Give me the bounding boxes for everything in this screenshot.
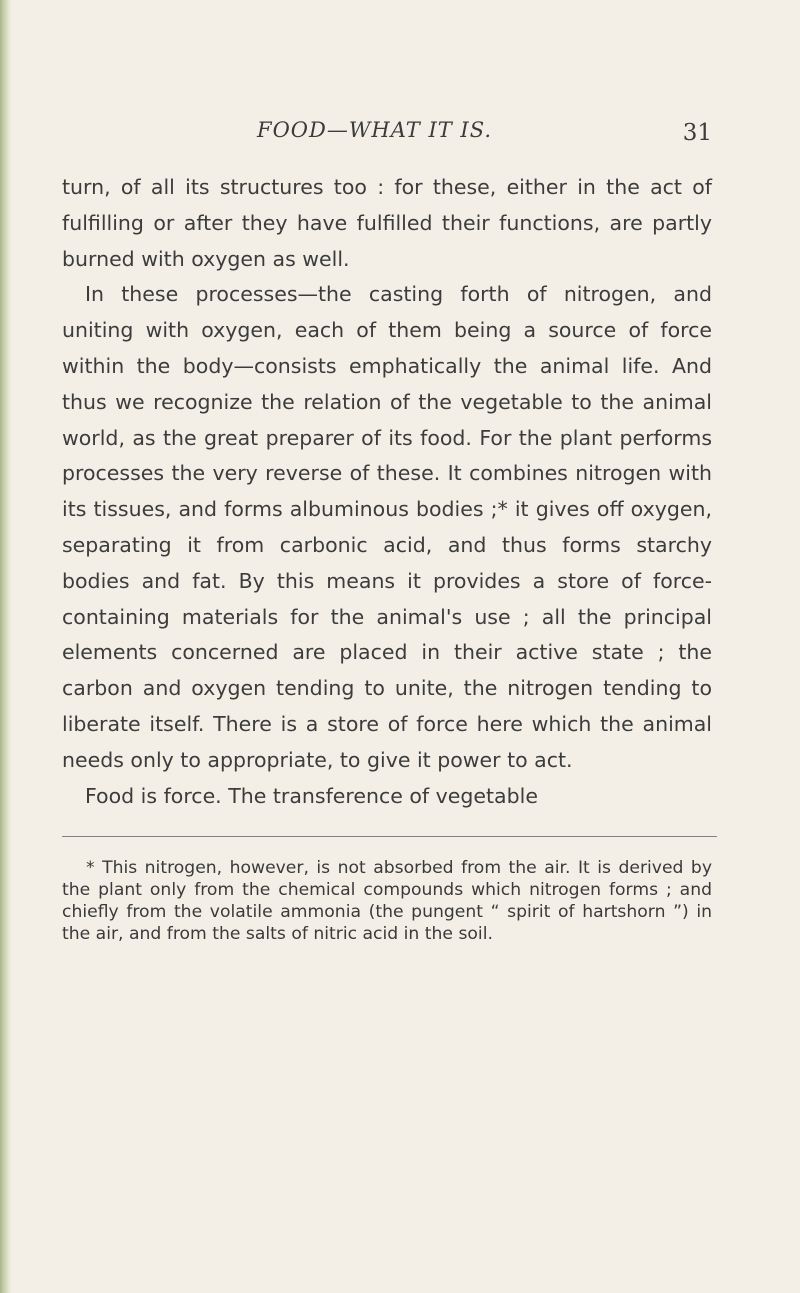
paragraph: In these processes—the casting forth of nitrogen, and uniting with oxygen, each of them being a source of force within the body—consists emphatically the animal life. And thus we recognize the relation of the vegetable to the animal world, as the great preparer of its food. For the plant performs processes the very reverse of these. It combines nitrogen with its tissues, and forms albuminous bodies ;* it gives off oxygen, separating it from carbonic acid, and thus forms starchy bodies and fat. By this means it provides a store of force-containing materials for the animal's use ; all the principal elements concerned are placed in their active state ; the carbon and oxygen tending to unite, the nitrogen tending to liberate itself. There is a store of force here which the animal needs only to appropriate, to give it power to act. [62,282,712,772]
footnote-rule [62,836,717,837]
running-head [62,118,712,158]
page-number: 31 [682,120,712,146]
paragraph: Food is force. The transference of vegetable [85,783,538,808]
body-text [62,170,712,814]
paragraph: turn, of all its structures too : for these, either in the act of fulfilling or after they have fulfilled their functions, are partly burned with oxygen as well. [62,175,712,271]
running-title: FOOD—WHAT IT IS. [257,118,493,142]
footnote: * This nitrogen, however, is not absorbed from the air. It is derived by the plant only from the chemical compounds which nitrogen forms ; and chiefly from the volatile ammonia (the pungent “ spirit of hartshorn ”) in the air, and from the salts of nitric acid in the soil. [62,858,712,945]
book-page [62,118,712,963]
page-edge [0,0,12,1293]
